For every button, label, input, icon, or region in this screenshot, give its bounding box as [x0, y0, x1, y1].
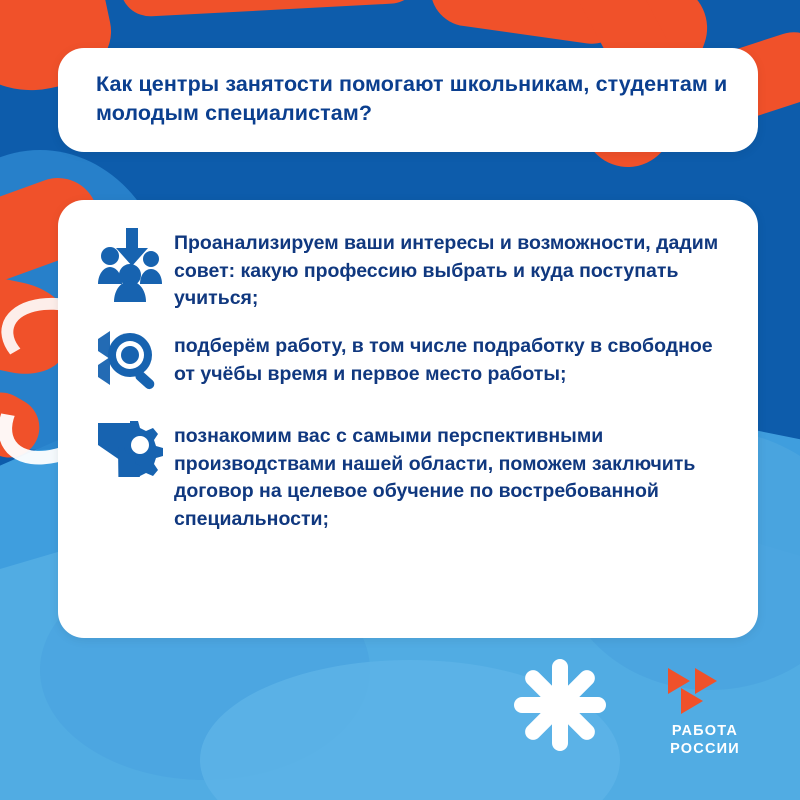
list-item	[88, 329, 724, 401]
brand-logo-line2: РОССИИ	[670, 740, 740, 757]
gears-icon	[88, 419, 174, 491]
people-download-icon	[88, 226, 174, 304]
list-item-text: подберём работу, в том числе подработку в свободное от учёбы время и первое место работы;	[174, 335, 713, 385]
asterisk-spark-icon	[505, 650, 615, 760]
brand-logo-line1: РАБОТА	[671, 722, 739, 739]
triangles-logo-icon	[668, 668, 742, 712]
title-card	[58, 48, 758, 152]
page-title: Как центры занятости помогают школьникам, студентам и молодым специалистам?	[96, 72, 728, 126]
magnifier-icon	[88, 329, 174, 401]
list-item	[88, 419, 724, 534]
list-item-text: Проанализируем ваши интересы и возможности, дадим совет: какую профессию выбрать и куда поступать учиться;	[174, 232, 719, 310]
list-item-text: познакомим вас с самыми перспективными производствами нашей области, поможем заключить договор на целевое обучение по востребованной специальности;	[174, 425, 696, 531]
brand-logo	[646, 668, 764, 758]
list-item	[88, 226, 724, 313]
benefits-card	[58, 200, 758, 638]
